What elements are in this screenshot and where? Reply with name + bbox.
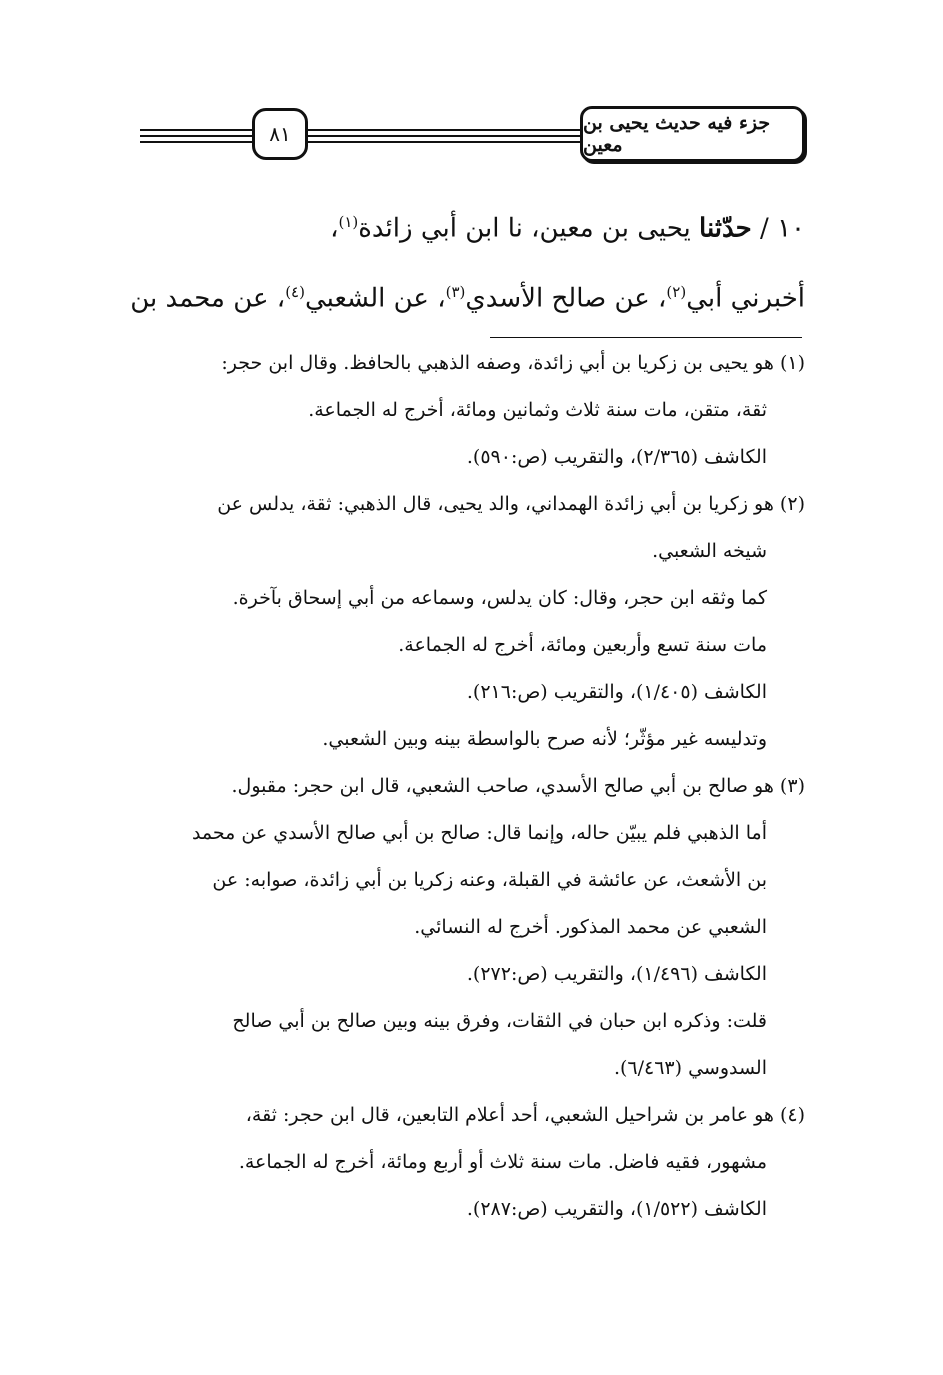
chain-text: ، عن الشعبي xyxy=(304,283,446,314)
punctuation: ، xyxy=(330,213,339,244)
page-number: ٨١ xyxy=(252,108,308,160)
footnote-line: السدوسي (٦/٤٦٣). xyxy=(613,1057,767,1079)
header-rule xyxy=(308,129,580,131)
footnote-ref: (٤) xyxy=(285,283,305,301)
footnote-line: ثقة، متقن، مات سنة ثلاث وثمانين ومائة، أخرج له الجماعة. xyxy=(308,399,767,421)
chain-text: يحيى بن معين، نا ابن أبي زائدة xyxy=(358,213,691,244)
header-rule xyxy=(140,141,252,143)
chain-text: ، عن محمد بن xyxy=(130,283,286,314)
header-rule xyxy=(308,135,580,137)
footnote-line: الكاشف (١/٤٠٥)، والتقريب (ص:٢١٦). xyxy=(466,681,767,703)
header-rule xyxy=(140,129,252,131)
footnote-line: قلت: وذكره ابن حبان في الثقات، وفرق بينه وبين صالح بن أبي صالح xyxy=(232,1010,767,1032)
header-rule xyxy=(140,135,252,137)
footnote-line: (١) هو يحيى بن زكريا بن أبي زائدة، وصفه الذهبي بالحافظ. وقال ابن حجر: xyxy=(221,352,805,374)
footnote-line: الشعبي عن محمد المذكور. أخرج له النسائي. xyxy=(414,916,767,938)
footnote-line: الكاشف (١/٥٢٢)، والتقريب (ص:٢٨٧). xyxy=(466,1198,767,1220)
footnote-line: أما الذهبي فلم يبيّن حاله، وإنما قال: صالح بن أبي صالح الأسدي عن محمد xyxy=(191,822,767,844)
chain-text: أخبرني أبي xyxy=(686,283,805,314)
haddathana-word: حدّثنا xyxy=(699,213,752,244)
footnote-line: وتدليسه غير مؤثّر؛ لأنه صرح بالواسطة بينه وبين الشعبي. xyxy=(322,728,767,750)
header-rule xyxy=(308,141,580,143)
page-header xyxy=(140,106,805,162)
footnote-line: مشهور، فقيه فاضل. مات سنة ثلاث أو أربع ومائة، أخرج له الجماعة. xyxy=(238,1151,767,1173)
footnote-line: شيخه الشعبي. xyxy=(652,540,767,562)
footnote-line: (٣) هو صالح بن أبي صالح الأسدي، صاحب الشعبي، قال ابن حجر: مقبول. xyxy=(231,775,805,797)
footnote-line: (٤) هو عامر بن شراحيل الشعبي، أحد أعلام التابعين، قال ابن حجر: ثقة، xyxy=(245,1104,805,1126)
chain-text: ، عن صالح الأسدي xyxy=(465,283,667,314)
main-text-line xyxy=(130,283,805,314)
footnote-ref: (٢) xyxy=(666,283,687,301)
footnote-line: بن الأشعث، عن عائشة في القبلة، وعنه زكريا بن أبي زائدة، صوابه: عن xyxy=(212,869,767,891)
footnote-line: كما وثقه ابن حجر، وقال: كان يدلس، وسماعه من أبي إسحاق بآخرة. xyxy=(232,587,767,609)
footnote-ref: (١) xyxy=(338,213,359,231)
footnote-ref: (٣) xyxy=(445,283,466,301)
hadith-number: ١٠ / xyxy=(760,213,805,244)
footnote-line: (٢) هو زكريا بن أبي زائدة الهمداني، والد يحيى، قال الذهبي: ثقة، يدلس عن xyxy=(217,493,805,515)
footnote-line: مات سنة تسع وأربعين ومائة، أخرج له الجماعة. xyxy=(398,634,767,656)
footnote-line: الكاشف (٢/٣٦٥)، والتقريب (ص:٥٩٠). xyxy=(466,446,767,468)
footnote-separator xyxy=(490,337,802,338)
footnote-line: الكاشف (١/٤٩٦)، والتقريب (ص:٢٧٢). xyxy=(466,963,767,985)
book-title: جزء فيه حديث يحيى بن معين xyxy=(580,106,805,162)
main-text xyxy=(130,213,805,333)
main-text-line xyxy=(140,213,805,244)
